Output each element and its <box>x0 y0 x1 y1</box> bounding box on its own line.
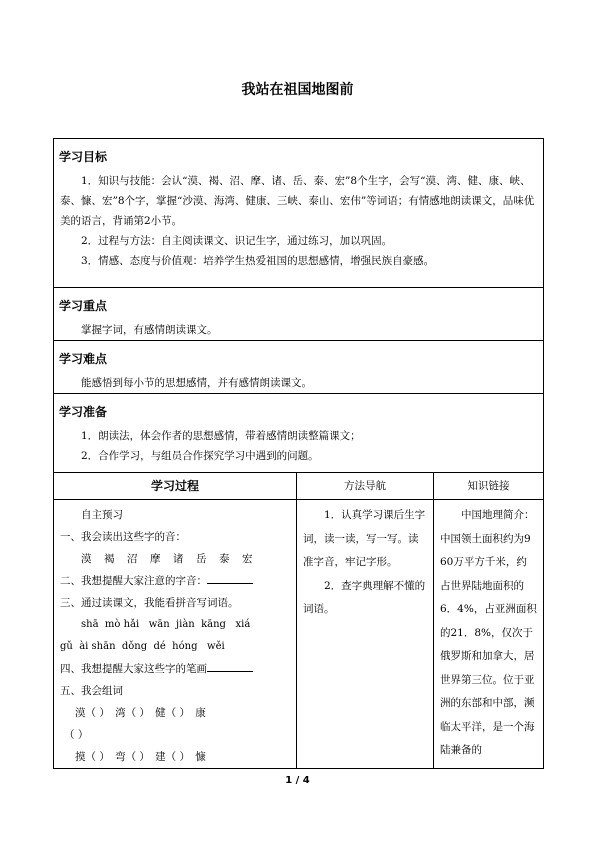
goals-section <box>54 139 544 288</box>
answer-blank[interactable] <box>207 572 253 584</box>
process-line-text: 四、我想提醒大家这些字的笔画 <box>60 663 207 675</box>
lesson-table <box>53 138 544 769</box>
process-header-row <box>54 473 544 500</box>
process-line-text: 二、我想提醒大家注意的字音： <box>60 575 207 587</box>
process-body-row <box>54 500 544 769</box>
goal-item-3: 3．情感、态度与价值观：培养学生热爱祖国的思想感情，增强民族自豪感。 <box>81 255 435 267</box>
goal-item-2: 2．过程与方法：自主阅读课文、识记生字，通过练习，加以巩固。 <box>81 235 393 247</box>
pinyin-line: gǔ ài shān dǒng dé hóng wěi <box>60 641 225 652</box>
goal-item-1: 1．知识与技能：会认“漠、褐、沼、摩、诸、岳、泰、宏”8个生字，会写“漠、湾、健、康、峡、泰、慷、宏”8个字，掌握“沙漠、海湾、健康、三峡、泰山、宏伟”等词语；有情感地朗读课文，品味优美的语言，背诵第2小节。 <box>60 175 535 227</box>
keypoint-section <box>54 288 544 341</box>
knowledge-text: 中国地理简介：中国领土面积约为960万平方千米，约占世界陆地面积的6．4%，占亚洲面积的21．8%，仅次于俄罗斯和加拿大，居世界第三位。位于亚洲的东部和中部，濒临太平洋，是一个海陆兼备的 <box>440 509 537 756</box>
process-line <box>60 658 290 680</box>
pinyin-line: shā mò hǎi wān jiàn kāng xiá <box>81 619 251 630</box>
difficulty-heading: 学习难点 <box>59 352 108 366</box>
prep-item-2: 2．合作学习，与组员合作探究学习中遇到的问题。 <box>81 450 319 462</box>
process-line: 一、我会读出这些字的音： <box>60 531 186 543</box>
process-heading: 学习过程 <box>150 479 199 493</box>
difficulty-text: 能感悟到每小节的思想感情，并有感情朗读课文。 <box>81 377 312 389</box>
knowledge-heading: 知识链接 <box>467 480 510 492</box>
keypoint-text: 掌握字词，有感情朗读课文。 <box>81 324 218 336</box>
difficulty-section <box>54 341 544 394</box>
process-content <box>54 500 296 768</box>
process-line: 摸（ ） 弯（ ） 建（ ） 慷 <box>75 751 206 763</box>
method-item-2: 2．查字典理解不懂的词语。 <box>303 579 426 615</box>
method-heading: 方法导航 <box>344 480 386 492</box>
prep-heading: 学习准备 <box>59 405 108 419</box>
process-line: （ ） <box>64 729 89 741</box>
keypoint-heading: 学习重点 <box>59 299 108 313</box>
process-line: 漠（ ） 湾（ ） 健（ ） 康 <box>75 707 206 719</box>
goals-heading: 学习目标 <box>59 150 108 164</box>
process-line: 漠 褐 沼 摩 诸 岳 泰 宏 <box>81 553 254 565</box>
prep-item-1: 1．朗读法，体会作者的思想感情，带着感情朗读整篇课文； <box>81 430 361 442</box>
page-number: 1 / 4 <box>285 775 310 786</box>
process-line: 三、通过读课文，我能看拼音写词语。 <box>60 597 239 609</box>
page-title: 我站在祖国地图前 <box>241 82 354 98</box>
prep-section <box>54 394 544 473</box>
process-line <box>60 570 290 592</box>
method-item-1: 1．认真学习课后生字词，读一读，写一写。读准字音，牢记字形。 <box>303 509 426 568</box>
answer-blank[interactable] <box>207 660 253 672</box>
process-line: 自主预习 <box>81 509 123 521</box>
process-line: 五、我会组词 <box>60 685 123 697</box>
